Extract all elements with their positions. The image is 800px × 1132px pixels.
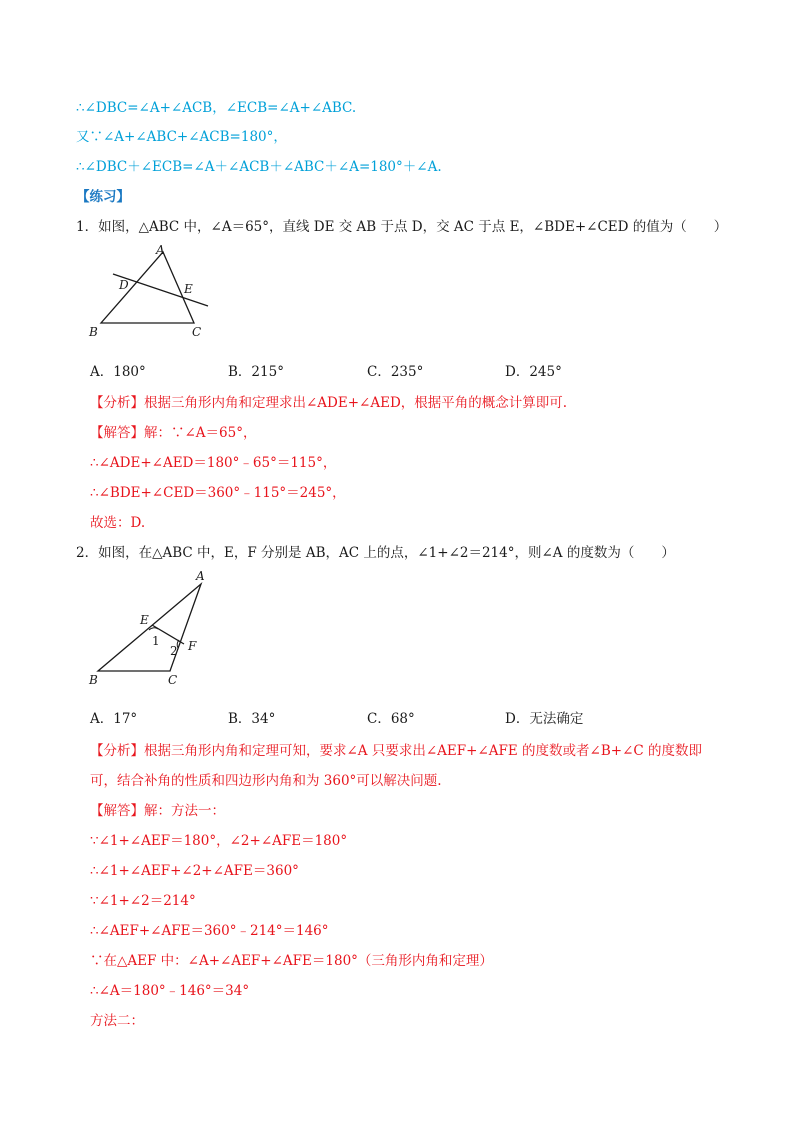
intro-line-3: ∴∠DBC＋∠ECB=∠A＋∠ACB＋∠ABC＋∠A=180°＋∠A. bbox=[76, 159, 442, 175]
q1-solution-line-3: ∴∠BDE+∠CED＝360°﹣115°＝245°， bbox=[90, 485, 346, 501]
q2-option-c: C．68° bbox=[367, 711, 415, 727]
q1-label-c: C bbox=[192, 325, 202, 339]
q2-solution-line-8: 方法二： bbox=[90, 1013, 144, 1029]
q2-option-d: D．无法确定 bbox=[505, 711, 584, 727]
q1-option-b: B．215° bbox=[228, 364, 284, 380]
q1-label-e: E bbox=[184, 282, 193, 296]
intro-line-2: 又∵∠A+∠ABC+∠ACB=180°， bbox=[76, 129, 287, 145]
q1-stem: 1．如图，△ABC 中，∠A＝65°，直线 DE 交 AB 于点 D，交 AC 于点 E，∠BDE+∠CED 的值为（ ） bbox=[76, 219, 728, 235]
q1-option-a: A．180° bbox=[90, 364, 146, 380]
q2-solution-line-2: ∵∠1+∠AEF＝180°，∠2+∠AFE＝180° bbox=[90, 833, 348, 849]
q2-solution-line-6: ∵在△AEF 中：∠A+∠AEF+∠AFE＝180°（三角形内角和定理） bbox=[90, 953, 493, 969]
section-title: 【练习】 bbox=[76, 189, 130, 205]
q2-solution-line-1: 【解答】解：方法一： bbox=[90, 803, 225, 819]
q1-option-d: D．245° bbox=[505, 364, 562, 380]
intro-line-1: ∴∠DBC=∠A+∠ACB，∠ECB=∠A+∠ABC. bbox=[76, 100, 357, 116]
q1-solution-line-2: ∴∠ADE+∠AED＝180°﹣65°＝115°， bbox=[90, 455, 337, 471]
q2-solution-line-4: ∵∠1+∠2＝214° bbox=[90, 893, 196, 909]
q2-option-b: B．34° bbox=[228, 711, 276, 727]
q1-label-b: B bbox=[89, 325, 98, 339]
q2-analysis-line-1: 【分析】根据三角形内角和定理可知，要求∠A 只要求出∠AEF+∠AFE 的度数或者∠B+∠C 的度数即 bbox=[90, 743, 702, 759]
q2-stem: 2．如图，在△ABC 中，E，F 分别是 AB，AC 上的点，∠1+∠2＝214°，则∠A 的度数为（ ） bbox=[76, 545, 675, 561]
q1-solution-line-4: 故选：D. bbox=[90, 515, 146, 531]
q2-analysis-line-2: 可，结合补角的性质和四边形内角和为 360°可以解决问题. bbox=[90, 773, 442, 789]
q1-option-c: C．235° bbox=[367, 364, 424, 380]
q2-solution-line-3: ∴∠1+∠AEF+∠2+∠AFE＝360° bbox=[90, 863, 299, 879]
q2-label-e: E bbox=[140, 613, 149, 627]
q2-label-b: B bbox=[89, 673, 98, 687]
q2-solution-line-7: ∴∠A＝180°﹣146°＝34° bbox=[90, 983, 250, 999]
q1-label-a: A bbox=[156, 243, 165, 257]
q2-label-c: C bbox=[168, 673, 178, 687]
q2-option-a: A．17° bbox=[90, 711, 138, 727]
q1-solution-line-1: 【解答】解：∵∠A＝65°， bbox=[90, 425, 257, 441]
q2-angle-1: 1 bbox=[152, 634, 160, 648]
q1-label-d: D bbox=[119, 278, 129, 292]
q2-angle-2: 2 bbox=[170, 644, 178, 658]
q2-label-a: A bbox=[196, 569, 205, 583]
q1-figure bbox=[88, 245, 218, 340]
q1-analysis: 【分析】根据三角形内角和定理求出∠ADE+∠AED，根据平角的概念计算即可. bbox=[90, 395, 568, 411]
q2-solution-line-5: ∴∠AEF+∠AFE＝360°﹣214°＝146° bbox=[90, 923, 329, 939]
q2-label-f: F bbox=[188, 639, 197, 653]
q2-figure bbox=[88, 568, 218, 688]
